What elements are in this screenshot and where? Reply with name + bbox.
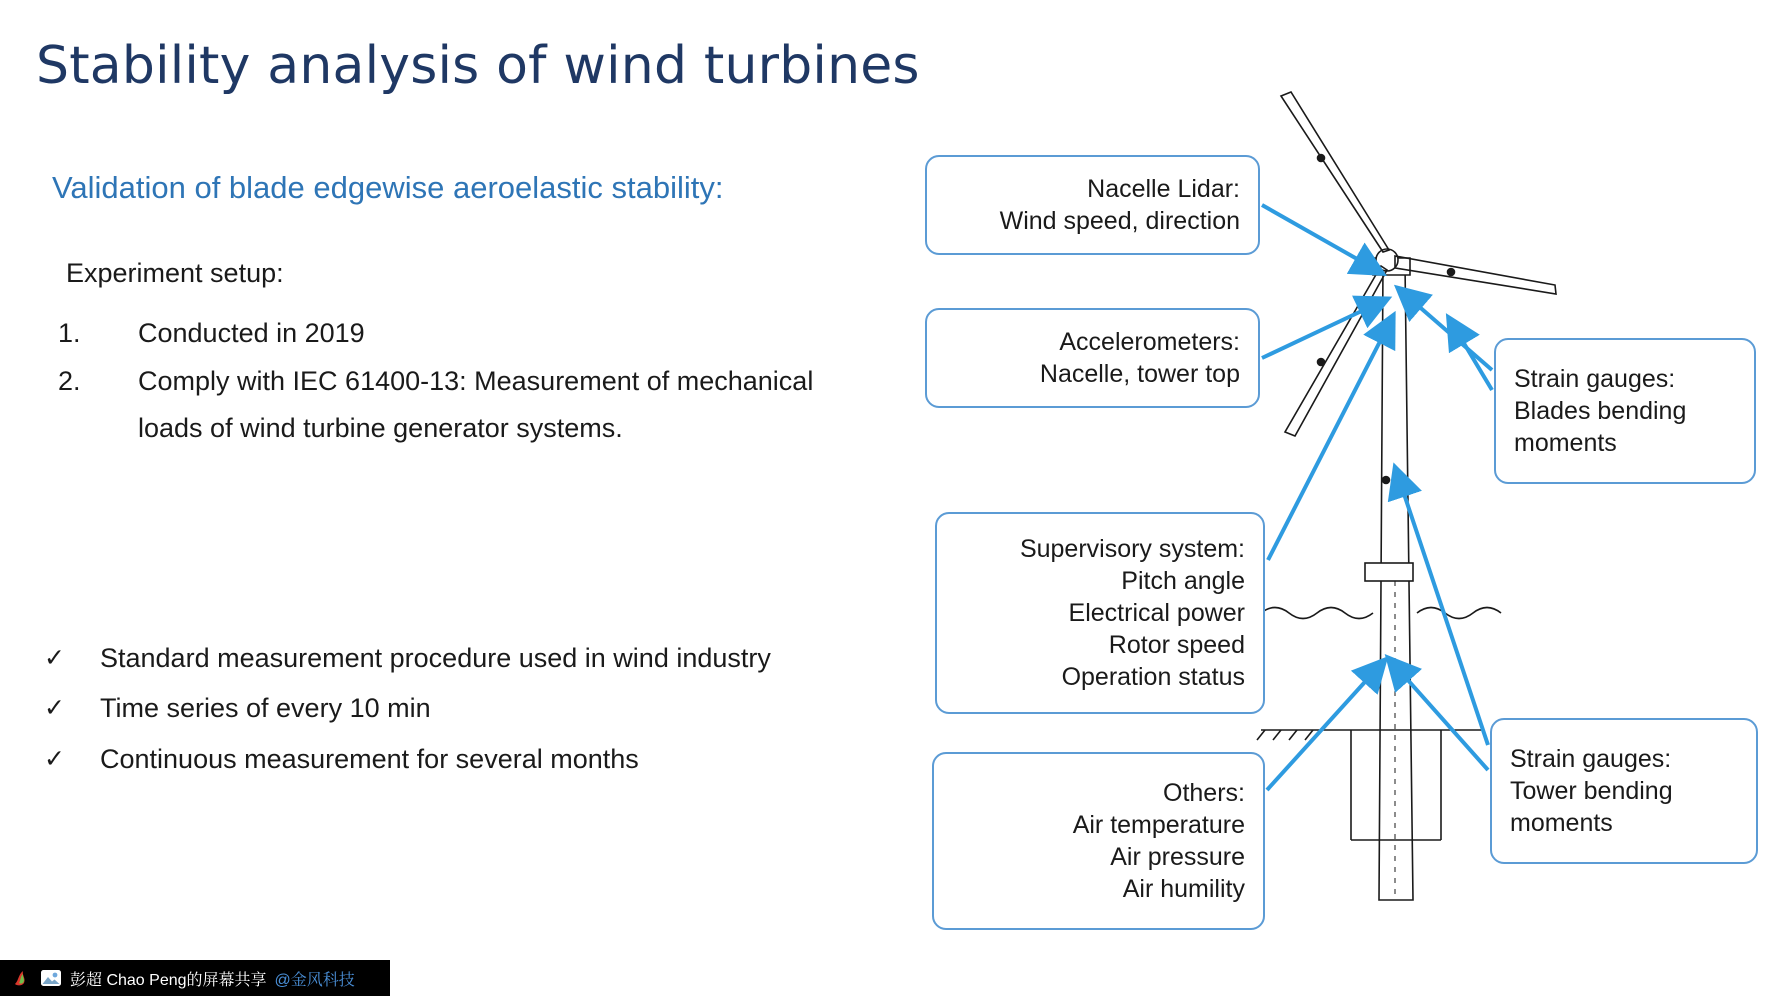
- list-item: [58, 358, 828, 451]
- callout-line: Air humility: [1122, 875, 1245, 903]
- list-item: [44, 640, 834, 676]
- callout-line: Strain gauges:: [1510, 745, 1672, 773]
- callout-line: Operation status: [1061, 663, 1245, 691]
- checkmark-list: [44, 640, 834, 791]
- share-screen-icon[interactable]: [40, 967, 62, 989]
- list-item-text: Standard measurement procedure used in wind industry: [100, 643, 771, 673]
- list-item-marker: 1.: [58, 318, 81, 348]
- callout-line: Others:: [1163, 779, 1245, 807]
- callout-line: Strain gauges:: [1514, 365, 1676, 393]
- experiment-setup-label: Experiment setup:: [66, 258, 284, 288]
- numbered-list: [58, 310, 828, 453]
- list-item-text: Continuous measurement for several months: [100, 743, 639, 774]
- callout-line: Wind speed, direction: [999, 207, 1240, 235]
- callout-others: [932, 752, 1265, 930]
- section-subtitle: Validation of blade edgewise aeroelastic stability:: [52, 170, 724, 205]
- check-icon: ✓: [44, 744, 65, 773]
- callout-line: Air pressure: [1110, 843, 1245, 871]
- callout-line: moments: [1510, 809, 1613, 837]
- app-logo-icon: [10, 967, 32, 989]
- callout-accelerometers: [925, 308, 1260, 408]
- screen-share-bar[interactable]: [0, 960, 390, 996]
- callout-line: Air temperature: [1072, 811, 1245, 839]
- callout-line: Supervisory system:: [1019, 535, 1245, 563]
- list-item: [44, 741, 834, 777]
- list-item-text: Time series of every 10 min: [100, 693, 431, 724]
- callout-line: Nacelle, tower top: [1039, 360, 1240, 388]
- list-item-marker: 2.: [58, 366, 81, 397]
- callout-line: Tower bending: [1510, 777, 1673, 805]
- list-item: [58, 310, 828, 356]
- callout-line: Electrical power: [1068, 599, 1245, 627]
- callout-line: Nacelle Lidar:: [1087, 175, 1240, 203]
- list-item-text: Comply with IEC 61400-13: Measurement of mechanical loads of wind turbine generator systems.: [138, 366, 814, 443]
- list-item-text: Conducted in 2019: [138, 318, 365, 348]
- share-status-text: 彭超 Chao Peng的屏幕共享: [70, 971, 267, 989]
- callout-line: moments: [1514, 429, 1617, 457]
- check-icon: ✓: [44, 644, 65, 672]
- callout-nacelle-lidar: [925, 155, 1260, 255]
- share-tag-text: @金风科技: [274, 971, 355, 989]
- callout-line: Accelerometers:: [1059, 328, 1240, 356]
- callout-line: Rotor speed: [1108, 631, 1245, 659]
- list-item: [44, 690, 834, 726]
- page-title: Stability analysis of wind turbines: [36, 36, 920, 96]
- callout-line: Pitch angle: [1121, 567, 1245, 595]
- callout-strain-gauges-tower: [1490, 718, 1758, 864]
- callout-line: Blades bending: [1514, 397, 1687, 425]
- callout-strain-gauges-blades: [1494, 338, 1756, 484]
- callout-supervisory-system: [935, 512, 1265, 714]
- check-icon: ✓: [44, 694, 65, 723]
